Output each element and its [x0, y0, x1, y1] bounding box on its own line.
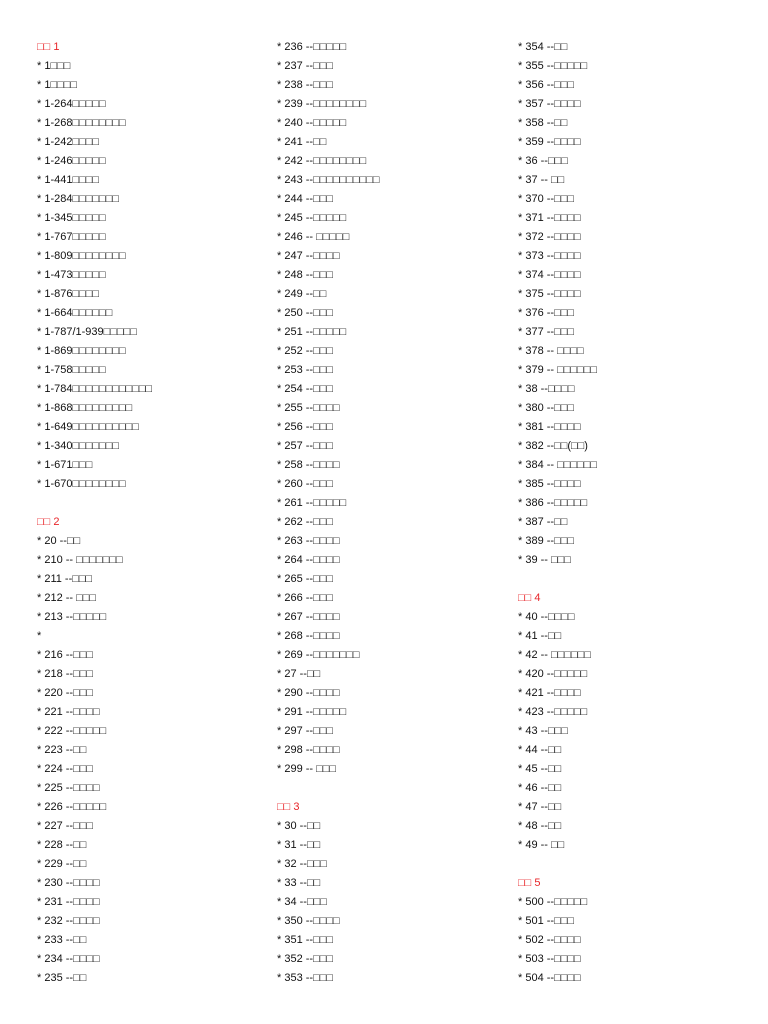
list-item: * 216 --□□□ — [37, 649, 94, 661]
list-item: * 1-246□□□□□ — [37, 155, 106, 167]
list-item: * 260 --□□□ — [277, 478, 334, 490]
list-item: * 248 --□□□ — [277, 269, 334, 281]
list-item: * 261 --□□□□□ — [277, 497, 347, 509]
list-item: * 268 --□□□□ — [277, 630, 340, 642]
list-item: * 240 --□□□□□ — [277, 117, 347, 129]
list-item: * 233 --□□ — [37, 934, 87, 946]
section-heading: □□ 3 — [277, 801, 300, 813]
list-item: * 241 --□□ — [277, 136, 327, 148]
list-item: * 237 --□□□ — [277, 60, 334, 72]
list-item: * 1-869□□□□□□□□ — [37, 345, 126, 357]
list-item: * 220 --□□□ — [37, 687, 94, 699]
list-item: * 38 --□□□□ — [518, 383, 575, 395]
list-item: * 253 --□□□ — [277, 364, 334, 376]
list-item: * 371 --□□□□ — [518, 212, 581, 224]
list-item: * 269 --□□□□□□□ — [277, 649, 360, 661]
list-item: * 257 --□□□ — [277, 440, 334, 452]
list-item: * 218 --□□□ — [37, 668, 94, 680]
list-item: * 1-264□□□□□ — [37, 98, 106, 110]
list-item: * 245 --□□□□□ — [277, 212, 347, 224]
list-item: * 297 --□□□ — [277, 725, 334, 737]
list-item: * 375 --□□□□ — [518, 288, 581, 300]
list-item: * 372 --□□□□ — [518, 231, 581, 243]
list-item: * 41 --□□ — [518, 630, 562, 642]
list-item: * 387 --□□ — [518, 516, 568, 528]
list-item: * 238 --□□□ — [277, 79, 334, 91]
list-item: * 254 --□□□ — [277, 383, 334, 395]
list-item: * 370 --□□□ — [518, 193, 575, 205]
list-item: * 252 --□□□ — [277, 345, 334, 357]
list-item: * 423 --□□□□□ — [518, 706, 588, 718]
list-item: * 30 --□□ — [277, 820, 321, 832]
list-item: * 264 --□□□□ — [277, 554, 340, 566]
list-item: * 211 --□□□ — [37, 573, 93, 585]
list-item: * 223 --□□ — [37, 744, 87, 756]
list-item: * 212 -- □□□ — [37, 592, 97, 604]
list-item: * 244 --□□□ — [277, 193, 334, 205]
section-spacer — [37, 494, 267, 513]
list-item: * 1-784□□□□□□□□□□□□ — [37, 383, 153, 395]
list-item: * 500 --□□□□□ — [518, 896, 588, 908]
list-item: * 355 --□□□□□ — [518, 60, 588, 72]
list-item: * 229 --□□ — [37, 858, 87, 870]
list-item: * 357 --□□□□ — [518, 98, 581, 110]
list-item: * 1-787/1-939□□□□□ — [37, 326, 137, 338]
list-item: * 33 --□□ — [277, 877, 321, 889]
list-item: * 37 -- □□ — [518, 174, 565, 186]
list-item: * 243 --□□□□□□□□□□ — [277, 174, 380, 186]
list-item: * 46 --□□ — [518, 782, 562, 794]
section-heading: □□ 1 — [37, 41, 60, 53]
list-item: * 256 --□□□ — [277, 421, 334, 433]
list-item: * 356 --□□□ — [518, 79, 575, 91]
list-item: * 1-284□□□□□□□ — [37, 193, 119, 205]
list-item: * 504 --□□□□ — [518, 972, 581, 984]
list-item: * 230 --□□□□ — [37, 877, 100, 889]
list-item: * 1□□□□ — [37, 79, 78, 91]
list-item: * 385 --□□□□ — [518, 478, 581, 490]
list-item: * 354 --□□ — [518, 41, 568, 53]
list-item: * 389 --□□□ — [518, 535, 575, 547]
list-item: * 255 --□□□□ — [277, 402, 340, 414]
list-item: * 1-473□□□□□ — [37, 269, 106, 281]
list-item: * 1-809□□□□□□□□ — [37, 250, 126, 262]
list-item: * 227 --□□□ — [37, 820, 94, 832]
list-item: * 250 --□□□ — [277, 307, 334, 319]
list-item: * 290 --□□□□ — [277, 687, 340, 699]
list-item: * 239 --□□□□□□□□ — [277, 98, 367, 110]
list-item: * 42 -- □□□□□□ — [518, 649, 591, 661]
list-item: * 48 --□□ — [518, 820, 562, 832]
list-item: * 210 -- □□□□□□□ — [37, 554, 123, 566]
list-item: * — [37, 630, 42, 642]
list-item: * 1-670□□□□□□□□ — [37, 478, 126, 490]
list-item: * 43 --□□□ — [518, 725, 568, 737]
list-item: * 45 --□□ — [518, 763, 562, 775]
list-item: * 352 --□□□ — [277, 953, 334, 965]
list-item: * 299 -- □□□ — [277, 763, 337, 775]
list-item: * 266 --□□□ — [277, 592, 334, 604]
list-item: * 40 --□□□□ — [518, 611, 575, 623]
list-item: * 501 --□□□ — [518, 915, 575, 927]
list-item: * 1-345□□□□□ — [37, 212, 106, 224]
list-item: * 49 -- □□ — [518, 839, 565, 851]
list-item: * 382 --□□(□□) — [518, 440, 588, 452]
list-item: * 1-767□□□□□ — [37, 231, 106, 243]
list-item: * 236 --□□□□□ — [277, 41, 347, 53]
list-item: * 1-441□□□□ — [37, 174, 100, 186]
list-item: * 31 --□□ — [277, 839, 321, 851]
list-item: * 380 --□□□ — [518, 402, 575, 414]
list-item: * 231 --□□□□ — [37, 896, 100, 908]
section-spacer — [277, 779, 507, 798]
list-item: * 247 --□□□□ — [277, 250, 340, 262]
list-item: * 222 --□□□□□ — [37, 725, 107, 737]
list-item: * 228 --□□ — [37, 839, 87, 851]
list-item: * 291 --□□□□□ — [277, 706, 347, 718]
list-item: * 1-268□□□□□□□□ — [37, 117, 126, 129]
list-item: * 265 --□□□ — [277, 573, 334, 585]
list-item: * 1-876□□□□ — [37, 288, 100, 300]
list-item: * 262 --□□□ — [277, 516, 334, 528]
list-item: * 1-340□□□□□□□ — [37, 440, 119, 452]
list-item: * 27 --□□ — [277, 668, 321, 680]
list-item: * 374 --□□□□ — [518, 269, 581, 281]
list-item: * 421 --□□□□ — [518, 687, 581, 699]
list-item: * 386 --□□□□□ — [518, 497, 588, 509]
list-item: * 298 --□□□□ — [277, 744, 340, 756]
list-item: * 420 --□□□□□ — [518, 668, 588, 680]
list-item: * 32 --□□□ — [277, 858, 327, 870]
list-item: * 224 --□□□ — [37, 763, 94, 775]
list-item: * 39 -- □□□ — [518, 554, 571, 566]
list-item: * 213 --□□□□□ — [37, 611, 107, 623]
list-item: * 1-242□□□□ — [37, 136, 100, 148]
list-item: * 1-664□□□□□□ — [37, 307, 113, 319]
list-item: * 249 --□□ — [277, 288, 327, 300]
list-item: * 503 --□□□□ — [518, 953, 581, 965]
column-1 — [37, 38, 267, 988]
list-item: * 1□□□ — [37, 60, 71, 72]
list-item: * 226 --□□□□□ — [37, 801, 107, 813]
list-item: * 36 --□□□ — [518, 155, 568, 167]
list-item: * 1-868□□□□□□□□□ — [37, 402, 133, 414]
list-item: * 1-758□□□□□ — [37, 364, 106, 376]
list-item: * 381 --□□□□ — [518, 421, 581, 433]
section-spacer — [518, 855, 748, 874]
list-item: * 251 --□□□□□ — [277, 326, 347, 338]
list-item: * 267 --□□□□ — [277, 611, 340, 623]
list-item: * 235 --□□ — [37, 972, 87, 984]
list-item: * 384 -- □□□□□□ — [518, 459, 597, 471]
list-item: * 379 -- □□□□□□ — [518, 364, 597, 376]
list-item: * 221 --□□□□ — [37, 706, 100, 718]
list-item: * 376 --□□□ — [518, 307, 575, 319]
list-item: * 359 --□□□□ — [518, 136, 581, 148]
section-heading: □□ 5 — [518, 877, 541, 889]
list-item: * 1-671□□□ — [37, 459, 93, 471]
list-item: * 246 -- □□□□□ — [277, 231, 350, 243]
list-item: * 258 --□□□□ — [277, 459, 340, 471]
list-item: * 1-649□□□□□□□□□□ — [37, 421, 139, 433]
list-item: * 351 --□□□ — [277, 934, 334, 946]
list-item: * 502 --□□□□ — [518, 934, 581, 946]
list-item: * 234 --□□□□ — [37, 953, 100, 965]
list-item: * 20 --□□ — [37, 535, 81, 547]
section-heading: □□ 4 — [518, 592, 541, 604]
list-item: * 263 --□□□□ — [277, 535, 340, 547]
list-item: * 232 --□□□□ — [37, 915, 100, 927]
column-2 — [277, 38, 507, 988]
list-item: * 225 --□□□□ — [37, 782, 100, 794]
list-item: * 44 --□□ — [518, 744, 562, 756]
column-3 — [518, 38, 748, 988]
list-item: * 242 --□□□□□□□□ — [277, 155, 367, 167]
list-item: * 47 --□□ — [518, 801, 562, 813]
section-spacer — [518, 570, 748, 589]
list-item: * 350 --□□□□ — [277, 915, 340, 927]
list-item: * 377 --□□□ — [518, 326, 575, 338]
list-item: * 373 --□□□□ — [518, 250, 581, 262]
list-item: * 358 --□□ — [518, 117, 568, 129]
list-item: * 34 --□□□ — [277, 896, 327, 908]
list-item: * 353 --□□□ — [277, 972, 334, 984]
section-heading: □□ 2 — [37, 516, 60, 528]
list-item: * 378 -- □□□□ — [518, 345, 584, 357]
